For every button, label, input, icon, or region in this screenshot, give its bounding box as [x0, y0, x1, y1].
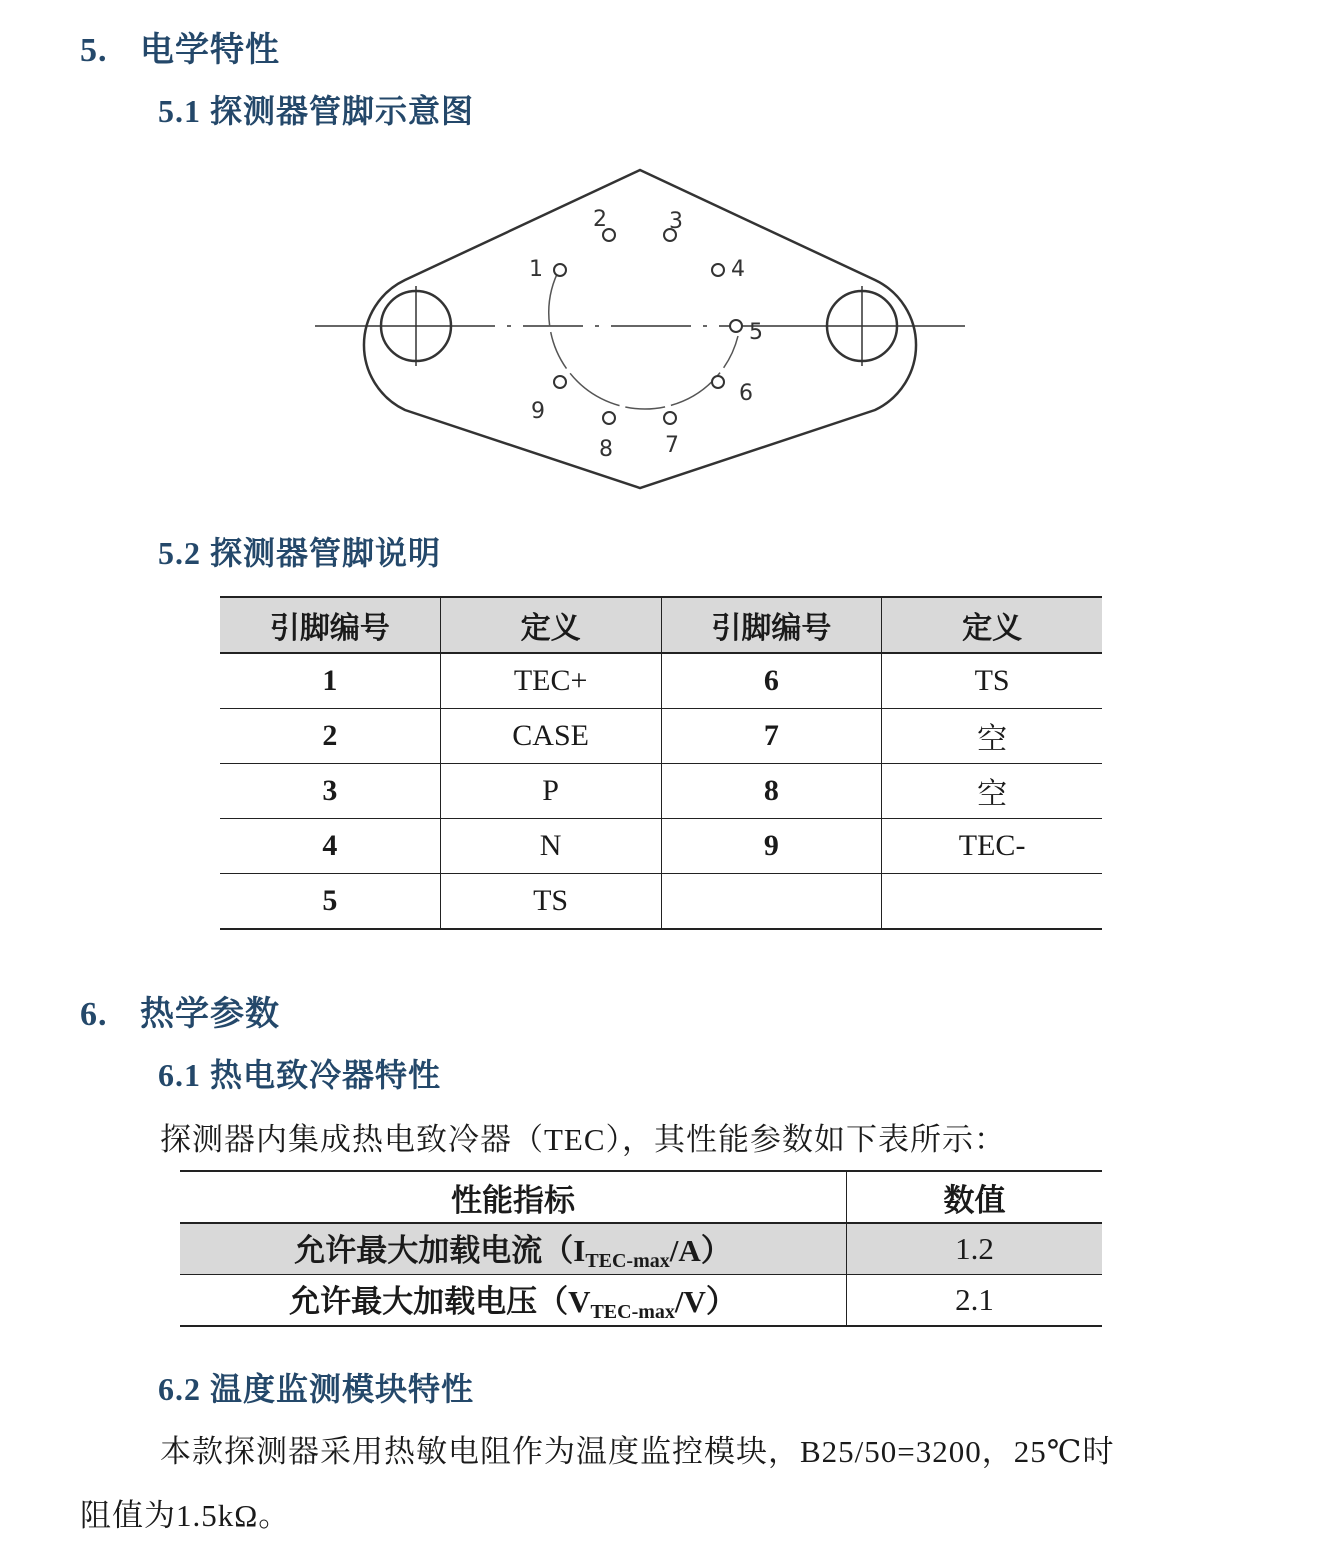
pin-5-label: 5 — [749, 320, 763, 345]
section-number: 5. — [80, 32, 108, 69]
table-row — [180, 1223, 1102, 1275]
pin-4-marker — [712, 264, 724, 276]
table-row — [180, 1275, 1102, 1327]
section-5-heading — [80, 22, 280, 71]
section-title: 电学特性 — [140, 32, 280, 69]
table-row — [220, 819, 1102, 874]
pin-definition: TS — [882, 653, 1102, 709]
parameter-name — [180, 1223, 847, 1275]
pin-definition: 空 — [882, 709, 1102, 764]
pin-definition: N — [440, 819, 661, 874]
pin-7-marker — [664, 412, 676, 424]
table-row — [220, 874, 1102, 930]
pin-2-label: 2 — [593, 207, 607, 232]
section-5-2-heading: 5.2 探测器管脚说明 — [158, 535, 442, 571]
parameter-name — [180, 1275, 847, 1327]
section-number: 6. — [80, 996, 108, 1033]
section-6-1-heading: 6.1 热电致冷器特性 — [158, 1057, 442, 1093]
pin-number: 2 — [220, 709, 440, 764]
parameter-unit: /V） — [674, 1284, 737, 1319]
parameter-text: 允许最大加载电压（V — [289, 1284, 591, 1319]
table-row — [220, 653, 1102, 709]
pin-number: 8 — [661, 764, 882, 819]
pin-5-marker — [730, 320, 742, 332]
parameter-subscript: TEC-max — [590, 1301, 675, 1323]
pin-definition: 空 — [882, 764, 1102, 819]
pin-number: 3 — [220, 764, 440, 819]
section-5-1-heading: 5.1 探测器管脚示意图 — [158, 93, 475, 129]
pin-definition: CASE — [440, 709, 661, 764]
header-pin-number: 引脚编号 — [661, 597, 882, 653]
parameter-value: 1.2 — [847, 1223, 1103, 1275]
pin-circle — [549, 268, 738, 409]
header-definition: 定义 — [882, 597, 1102, 653]
header-pin-number: 引脚编号 — [220, 597, 440, 653]
flange-outline — [364, 170, 916, 488]
pin-7-label: 7 — [665, 433, 679, 458]
section-title: 热学参数 — [140, 996, 280, 1033]
section-6-heading — [80, 986, 280, 1035]
table-header-row — [220, 597, 1102, 653]
pin-definition: TS — [440, 874, 661, 930]
header-performance-index: 性能指标 — [180, 1171, 847, 1223]
thermistor-text-line2: 阻值为1.5kΩ。 — [80, 1498, 291, 1533]
pin-number: 5 — [220, 874, 440, 930]
pin-9-marker — [554, 376, 566, 388]
header-value: 数值 — [847, 1171, 1103, 1223]
parameter-unit: /A） — [669, 1233, 732, 1268]
pin-1-marker — [554, 264, 566, 276]
pin-definition — [882, 874, 1102, 930]
table-header-row — [180, 1171, 1102, 1223]
pin-definition: TEC- — [882, 819, 1102, 874]
pin-9-label: 9 — [531, 399, 545, 424]
parameter-text: 允许最大加载电流（I — [294, 1233, 586, 1268]
pin-number: 9 — [661, 819, 882, 874]
pin-1-label: 1 — [529, 257, 543, 282]
parameter-subscript: TEC-max — [585, 1250, 670, 1272]
pin-number — [661, 874, 882, 930]
parameter-value: 2.1 — [847, 1275, 1103, 1327]
pin-number: 6 — [661, 653, 882, 709]
header-definition: 定义 — [440, 597, 661, 653]
pin-number: 1 — [220, 653, 440, 709]
pin-definition: P — [440, 764, 661, 819]
pin-6-marker — [712, 376, 724, 388]
pin-8-marker — [603, 412, 615, 424]
section-6-2-heading: 6.2 温度监测模块特性 — [158, 1371, 475, 1407]
table-row — [220, 764, 1102, 819]
pin-3-label: 3 — [669, 209, 683, 234]
pin-labels — [529, 207, 763, 462]
thermistor-text-line1: 本款探测器采用热敏电阻作为温度监控模块，B25/50=3200，25℃时 — [160, 1434, 1115, 1469]
pin-number: 4 — [220, 819, 440, 874]
pin-table — [220, 596, 1102, 930]
pin-diagram — [310, 160, 970, 495]
pin-4-label: 4 — [731, 257, 745, 282]
table-row — [220, 709, 1102, 764]
pin-6-label: 6 — [739, 381, 753, 406]
pin-number: 7 — [661, 709, 882, 764]
tec-table — [180, 1170, 1102, 1327]
pin-8-label: 8 — [599, 437, 613, 462]
pin-definition: TEC+ — [440, 653, 661, 709]
tec-intro-text: 探测器内集成热电致冷器（TEC），其性能参数如下表所示： — [160, 1122, 1007, 1157]
